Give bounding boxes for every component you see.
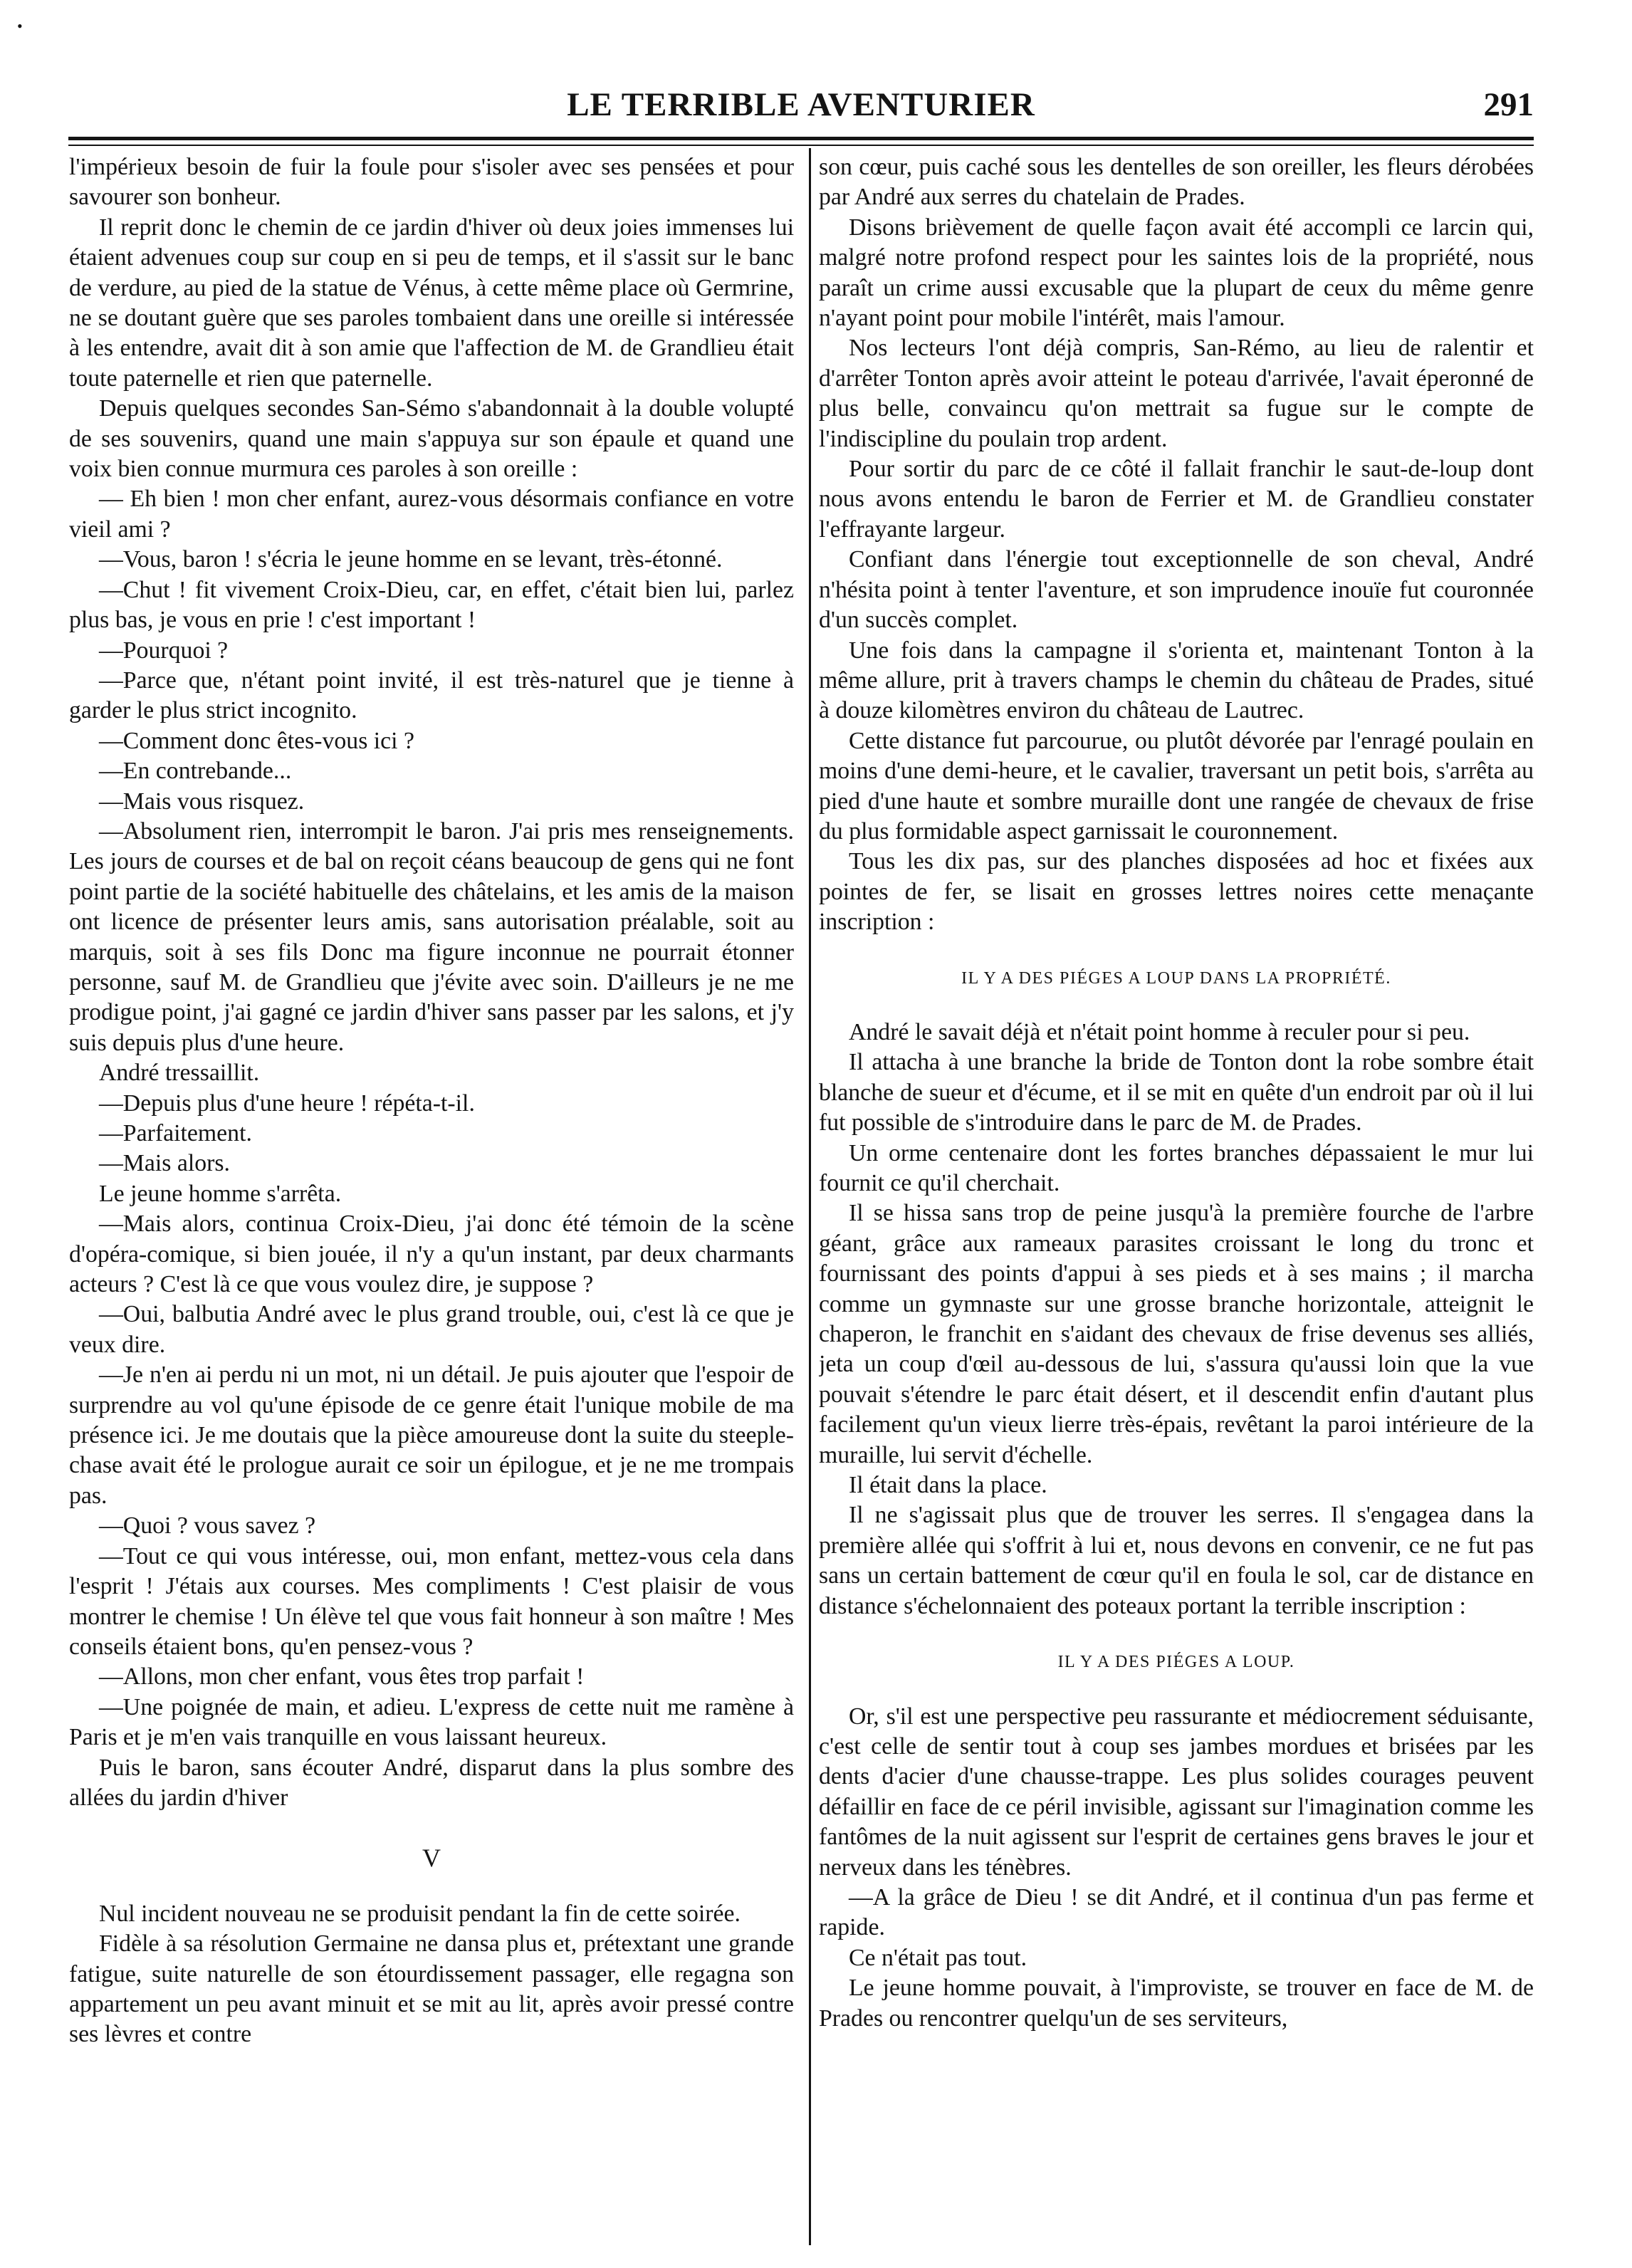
paragraph: —En contrebande...: [99, 758, 292, 785]
paragraph: son cœur, puis caché sous les dentelles de son oreiller, les fleurs dérobées par André aux serres du chatelain de Prades.: [819, 154, 1534, 211]
paragraph: —Allons, mon cher enfant, vous êtes trop parfait !: [99, 1663, 585, 1690]
paragraph: —Pourquoi ?: [99, 637, 229, 664]
paragraph: Il reprit donc le chemin de ce jardin d'hiver où deux joies immenses lui étaient advenues coup sur coup en si peu de temps, et il s'assit sur le banc de verdure, au pied de la statue de Vénus, à cette même place où Germrine, ne se doutant guère que ses paroles tombaient dans une oreille si intéressée à les entendre, avait dit à son amie que l'affection de M. de Grandlieu était toute paternelle et rien que paternelle.: [69, 214, 794, 392]
running-title: LE TERRIBLE AVENTURIER: [567, 86, 1035, 123]
paragraph: Depuis quelques secondes San-Sémo s'abandonnait à la double volupté de ses souvenirs, quand une main s'appuya sur son épaule et quand une voix bien connue murmura ces paroles à son oreille :: [69, 395, 794, 483]
paragraph: Il était dans la place.: [849, 1472, 1047, 1499]
paragraph: —Une poignée de main, et adieu. L'express de cette nuit me ramène à Paris et je m'en vais tranquille en vous laissant heureux.: [69, 1693, 794, 1751]
paragraph: Un orme centenaire dont les fortes branches dépassaient le mur lui fournit ce qu'il cherchait.: [819, 1139, 1534, 1196]
right-column: [819, 152, 1534, 2246]
paragraph: Le jeune homme pouvait, à l'improviste, se trouver en face de M. de Prades ou rencontrer quelqu'un de ses serviteurs,: [819, 1975, 1534, 2032]
inscription-notice: IL Y A DES PIÉGES A LOUP.: [1057, 1653, 1295, 1672]
left-column: [69, 152, 794, 2246]
paragraph: Or, s'il est une perspective peu rassurante et médiocrement séduisante, c'est celle de sentir tout à coup ses jambes mordues et brisées par les dents d'acier d'une chausse-trappe. Les plus solides courages peuvent défaillir en face de ce péril invisible, agissant sur l'imagination comme les fantômes de la nuit agissent sur l'esprit de certaines gens braves le jour et nerveux dans les ténèbres.: [819, 1703, 1534, 1881]
paragraph: — Eh bien ! mon cher enfant, aurez-vous désormais confiance en votre vieil ami ?: [69, 486, 794, 543]
paragraph: Pour sortir du parc de ce côté il fallait franchir le saut-de-loup dont nous avons entendu le baron de Ferrier et M. de Grandlieu constater l'effrayante largeur.: [819, 456, 1534, 543]
paragraph: Il se hissa sans trop de peine jusqu'à la première fourche de l'arbre géant, grâce aux rameaux parasites croissant le long du tronc et fournissant des points d'appui à ses pieds et à ses mains ; il marcha comme un gymnaste sur une grosse branche horizontale, atteignit le chaperon, le franchit en s'aidant des chevaux de frise devenus ses alliés, jeta un coup d'œil au-dessous de lui, s'assura qu'aussi loin que la vue pouvait s'étendre le parc était désert, et il descendit enfin d'autant plus facilement qu'un vieux lierre très-épais, revêtant la paroi intérieure de la muraille, lui servit d'échelle.: [819, 1200, 1534, 1468]
paragraph: —Mais vous risquez.: [99, 788, 305, 815]
paragraph: Fidèle à sa résolution Germaine ne dansa plus et, prétextant une grande fatigue, suite naturelle de son étourdissement passager, elle regagna son appartement un peu avant minuit et se mit au lit, après avoir pressé contre ses lèvres et contre: [69, 1930, 794, 2048]
paragraph: l'impérieux besoin de fuir la foule pour s'isoler avec ses pensées et pour savourer son bonheur.: [69, 154, 794, 211]
paragraph: Cette distance fut parcourue, ou plutôt dévorée par l'enragé poulain en moins d'une demi-heure, et le cavalier, traversant un petit bois, s'arrêta au pied d'une haute et sombre muraille dont une rangée de chevaux de frise du plus formidable aspect garnissait le couronnement.: [819, 727, 1534, 845]
page-number: 291: [1483, 86, 1534, 123]
paragraph: Nul incident nouveau ne se produisit pendant la fin de cette soirée.: [99, 1900, 741, 1927]
paragraph: Une fois dans la campagne il s'orienta et, maintenant Tonton à la même allure, prit à travers champs le chemin du château de Prades, situé à douze kilomètres environ du château de Lautrec.: [819, 637, 1534, 724]
paragraph: —Tout ce qui vous intéresse, oui, mon enfant, mettez-vous cela dans l'esprit ! J'étais aux courses. Mes compliments ! C'est plaisir de vous montrer le chemise ! Un élève tel que vous fait honneur à son maître ! Mes conseils étaient bons, qu'en pensez-vous ?: [69, 1542, 794, 1660]
paragraph: Il ne s'agissait plus que de trouver les serres. Il s'engagea dans la première allée qui s'offrit à lui et, nous devons en convenir, ce ne fut pas sans un certain battement de cœur qu'il en foula le sol, car de distance en distance s'échelonnaient des poteaux portant la terrible inscription :: [819, 1502, 1534, 1619]
paragraph: —Mais alors.: [99, 1150, 230, 1177]
paragraph: —Absolument rien, interrompit le baron. J'ai pris mes renseignements. Les jours de courses et de bal on reçoit céans beaucoup de gens qui ne font point partie de la société habituelle des châtelains, et les amis de la maison ont licence de présenter leurs amis, sans autorisation préalable, soit au marquis, soit à ses fils Donc ma figure inconnue ne pourrait étonner personne, sauf M. de Grandlieu que j'évite avec soin. D'ailleurs je ne me prodigue point, j'ai gagné ce jardin d'hiver sans passer par les salons, et j'y suis depuis plus d'une heure.: [69, 817, 794, 1056]
paragraph: —Parfaitement.: [99, 1120, 252, 1146]
header-rule-thick: [68, 137, 1534, 140]
paragraph: André tressaillit.: [99, 1060, 260, 1087]
paragraph: Disons brièvement de quelle façon avait été accompli ce larcin qui, malgré notre profond respect pour les saintes lois de la propriété, nous paraît un crime aussi excusable que la plupart de ceux du même genre n'ayant point pour mobile l'intérêt, mais l'amour.: [819, 214, 1534, 332]
paragraph: —Comment donc êtes-vous ici ?: [99, 727, 415, 754]
paragraph: Tous les dix pas, sur des planches disposées ad hoc et fixées aux pointes de fer, se lisait en grosses lettres noires cette menaçante inscription :: [819, 848, 1534, 936]
header-rule-thin: [68, 145, 1534, 146]
paragraph: —Je n'en ai perdu ni un mot, ni un détail. Je puis ajouter que l'espoir de surprendre au vol qu'une épisode de ce genre était l'unique mobile de ma présence ici. Je me doutais que la pièce amoureuse dont la suite du steeple-chase avait été le prologue aurait ce soir un épilogue, et je ne me trompais pas.: [69, 1362, 794, 1509]
paragraph: —Vous, baron ! s'écria le jeune homme en se levant, très-étonné.: [99, 546, 723, 573]
paragraph: —Quoi ? vous savez ?: [99, 1512, 316, 1540]
paragraph: Puis le baron, sans écouter André, disparut dans la plus sombre des allées du jardin d'hiver: [69, 1754, 794, 1811]
page-header: [68, 77, 1534, 134]
section-heading: V: [422, 1844, 441, 1873]
inscription-notice: IL Y A DES PIÉGES A LOUP DANS LA PROPRIÉTÉ.: [961, 968, 1391, 988]
paragraph: Nos lecteurs l'ont déjà compris, San-Rémo, au lieu de ralentir et d'arrêter Tonton après avoir atteint le poteau d'arrivée, l'avait éperonné de plus belle, convaincu qu'on mettrait sa fugue sur le compte de l'indiscipline du poulain trop ardent.: [819, 335, 1534, 452]
margin-mark: •: [17, 17, 23, 35]
paragraph: —Mais alors, continua Croix-Dieu, j'ai donc été témoin de la scène d'opéra-comique, si bien jouée, il n'y a qu'un instant, par deux charmants acteurs ? C'est là ce que vous voulez dire, je suppose ?: [69, 1211, 794, 1298]
paragraph: —Chut ! fit vivement Croix-Dieu, car, en effet, c'était bien lui, parlez plus bas, je vous en prie ! c'est important !: [69, 576, 794, 634]
column-divider: [809, 148, 811, 2245]
paragraph: Il attacha à une branche la bride de Tonton dont la robe sombre était blanche de sueur et d'écume, et il se mit en quête d'un endroit par où il lui fut possible de s'introduire dans le parc de M. de Prades.: [819, 1049, 1534, 1136]
paragraph: André le savait déjà et n'était point homme à reculer pour si peu.: [849, 1018, 1470, 1045]
paragraph: Ce n'était pas tout.: [849, 1944, 1027, 1971]
paragraph: Confiant dans l'énergie tout exceptionnelle de son cheval, André n'hésita point à tenter l'aventure, et son imprudence inouïe fut couronnée d'un succès complet.: [819, 546, 1534, 634]
paragraph: —Depuis plus d'une heure ! répéta-t-il.: [99, 1089, 475, 1117]
paragraph: —Parce que, n'étant point invité, il est très-naturel que je tienne à garder le plus strict incognito.: [69, 667, 794, 724]
paragraph: Le jeune homme s'arrêta.: [99, 1180, 342, 1207]
paragraph: —A la grâce de Dieu ! se dit André, et il continua d'un pas ferme et rapide.: [819, 1883, 1534, 1941]
paragraph: —Oui, balbutia André avec le plus grand trouble, oui, c'est là ce que je veux dire.: [69, 1301, 794, 1358]
